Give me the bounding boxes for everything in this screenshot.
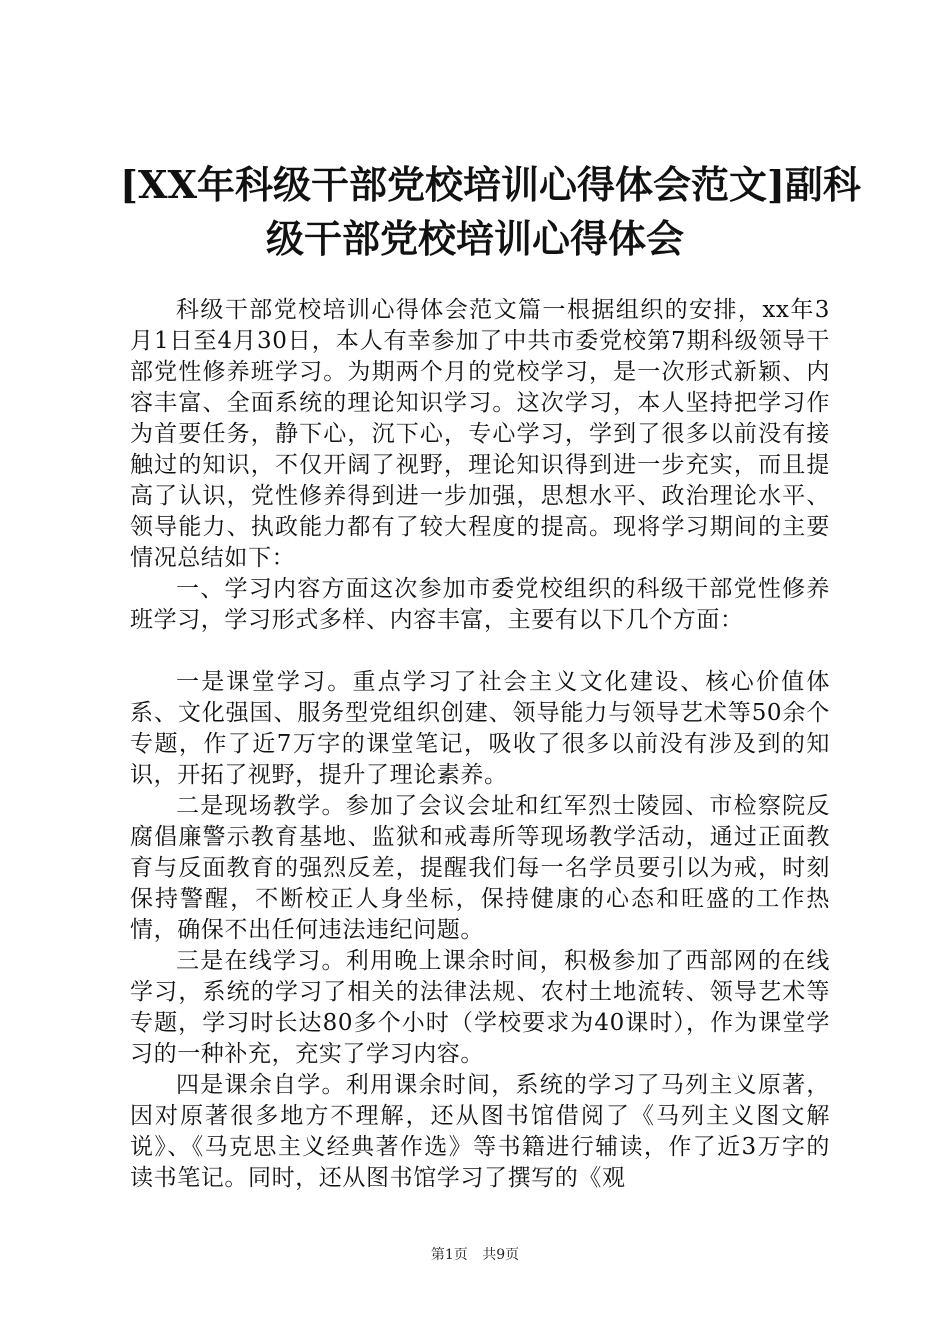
paragraph-online-study: 三是在线学习。利用晚上课余时间，积极参加了西部网的在线学习，系统的学习了相关的法律法规、农村土地流转、领导艺术等专题，学习时长达80多个小时（学校要求为40课时），作为课堂学习的一种补充，充实了学习内容。: [130, 948, 830, 1067]
paragraph-self-study: 四是课余自学。利用课余时间，系统的学习了马列主义原著，因对原著很多地方不理解，还从图书馆借阅了《马列主义图文解说》、《马克思主义经典著作选》等书籍进行辅读，作了近3万字的读书笔记。同时，还从图书馆学习了撰写的《观: [130, 1072, 830, 1191]
document-title: [120, 158, 861, 266]
page-total: 共9页: [482, 1247, 520, 1263]
page-number: 第1页: [430, 1247, 468, 1263]
title-line-1: [XX年科级干部党校培训心得体会范文]副科: [120, 162, 861, 207]
document-body: [130, 295, 830, 1194]
title-line-2: 级干部党校培训心得体会: [265, 216, 684, 261]
paragraph-intro: 科级干部党校培训心得体会范文篇一根据组织的安排，xx年3月1日至4月30日，本人有幸参加了中共市委党校第7期科级领导干部党性修养班学习。为期两个月的党校学习，是一次形式新颖、内容丰富、全面系统的理论知识学习。这次学习，本人坚持把学习作为首要任务，静下心，沉下心，专心学习，学到了很多以前没有接触过的知识，不仅开阔了视野，理论知识得到进一步充实，而且提高了认识，党性修养得到进一步加强，思想水平、政治理论水平、领导能力、执政能力都有了较大程度的提高。现将学习期间的主要情况总结如下：: [130, 297, 830, 571]
page-footer: [0, 1244, 950, 1264]
paragraph-field-teaching: 二是现场教学。参加了会议会址和红军烈士陵园、市检察院反腐倡廉警示教育基地、监狱和戒毒所等现场教学活动，通过正面教育与反面教育的强烈反差，提醒我们每一名学员要引以为戒，时刻保持警醒，不断校正人身坐标，保持健康的心态和旺盛的工作热情，确保不出任何违法违纪问题。: [130, 793, 830, 943]
paragraph-section-one: 一、学习内容方面这次参加市委党校组织的科级干部党性修养班学习，学习形式多样、内容丰富，主要有以下几个方面：: [130, 576, 830, 633]
paragraph-classroom-study: 一是课堂学习。重点学习了社会主义文化建设、核心价值体系、文化强国、服务型党组织创建、领导能力与领导艺术等50余个专题，作了近7万字的课堂笔记，吸收了很多以前没有涉及到的知识，开拓了视野，提升了理论素养。: [130, 669, 830, 788]
